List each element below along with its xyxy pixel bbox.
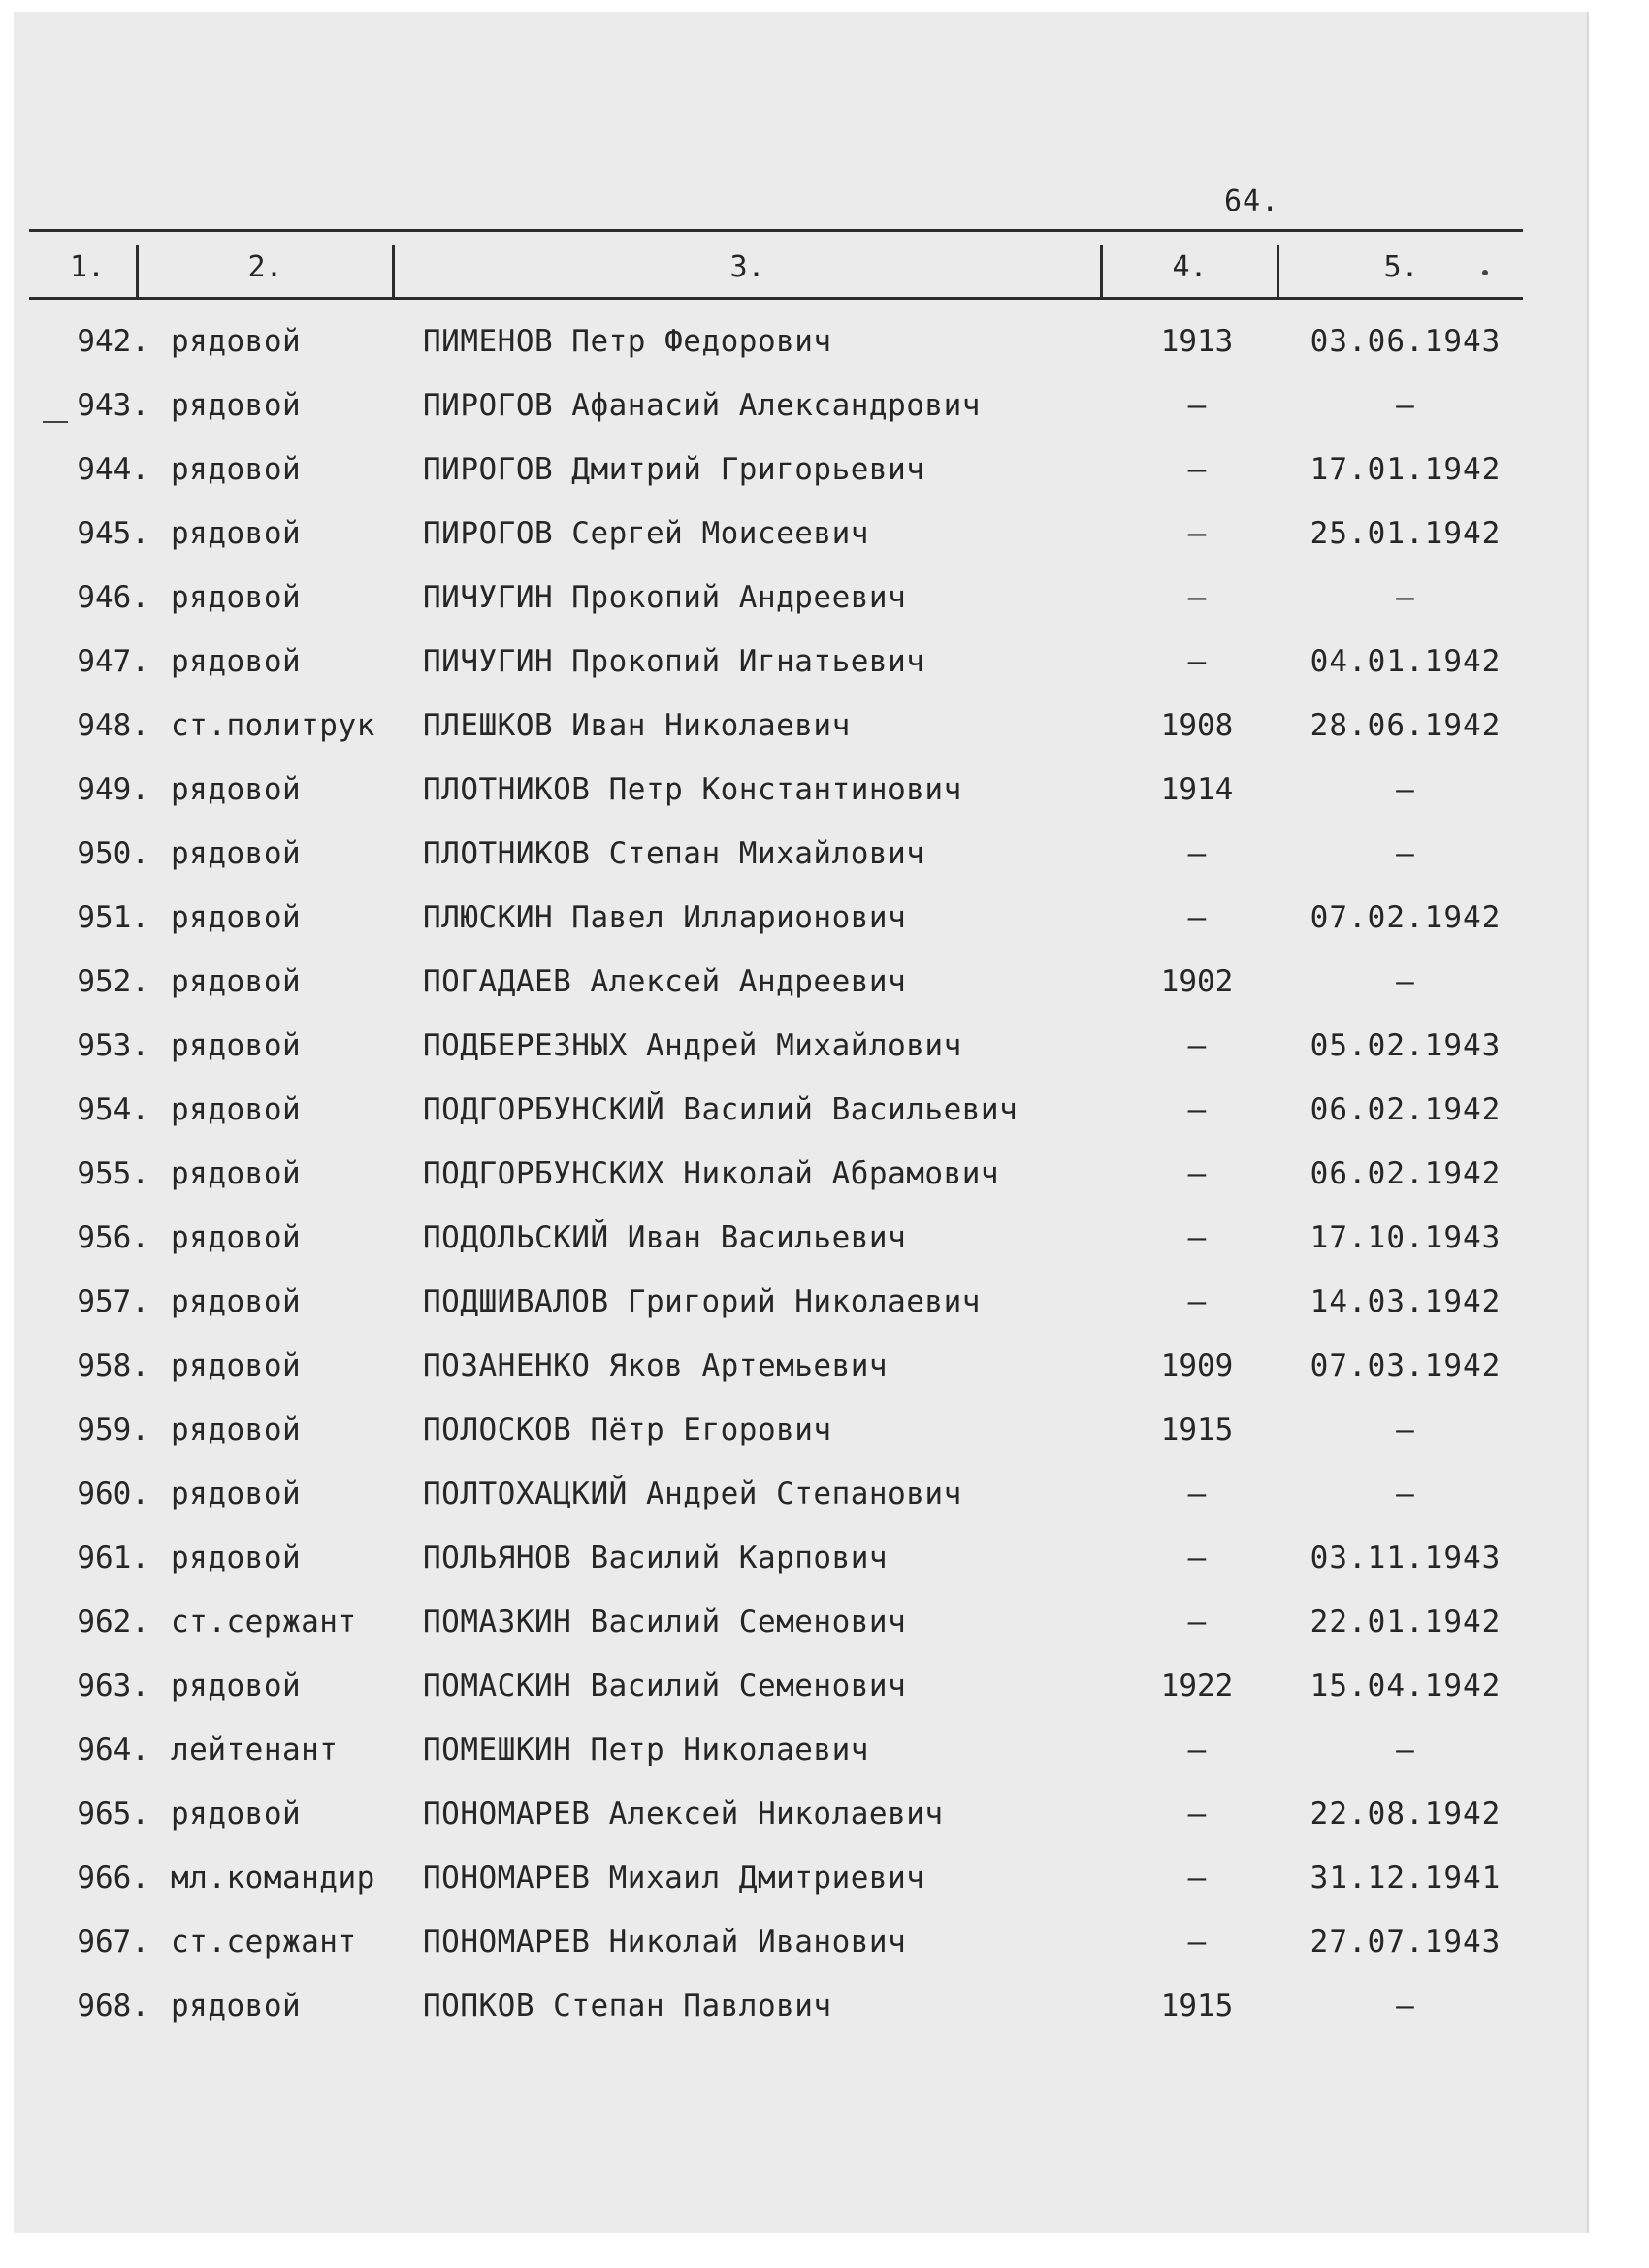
table-row [0, 1783, 1649, 1847]
birth-year-cell: – [1187, 1284, 1207, 1319]
date-cell: 14.03.1942 [1310, 1284, 1502, 1319]
name-cell: ПОНОМАРЕВ Михаил Дмитриевич [423, 1861, 925, 1895]
name-cell: ПОПКОВ Степан Павлович [423, 1989, 832, 2024]
row-number: 951. [77, 900, 149, 935]
rank-cell: рядовой [171, 1284, 302, 1319]
name-cell: ПОНОМАРЕВ Алексей Николаевич [423, 1797, 944, 1831]
row-number: 968. [77, 1989, 149, 2024]
table-row [0, 951, 1649, 1015]
birth-year-cell: 1914 [1160, 772, 1234, 807]
date-cell: – [1396, 1412, 1415, 1447]
row-number: 948. [77, 708, 149, 743]
birth-year-cell: – [1187, 1092, 1207, 1127]
rank-cell: рядовой [171, 772, 302, 807]
birth-year-cell: – [1187, 1220, 1207, 1255]
table-row [0, 1399, 1649, 1463]
rank-cell: рядовой [171, 1028, 302, 1063]
name-cell: ПИРОГОВ Афанасий Александрович [423, 388, 981, 423]
column-header-4: 4. [1172, 250, 1208, 284]
row-number: 956. [77, 1220, 149, 1255]
row-number: 954. [77, 1092, 149, 1127]
table-row [0, 1911, 1649, 1975]
table-top-rule [29, 229, 1523, 232]
row-number: 943. [77, 388, 149, 423]
birth-year-cell: 1915 [1160, 1989, 1234, 2024]
table-row [0, 1527, 1649, 1591]
row-number: 949. [77, 772, 149, 807]
rank-cell: рядовой [171, 900, 302, 935]
table-row [0, 1271, 1649, 1335]
rank-cell: лейтенант [171, 1733, 339, 1767]
name-cell: ПЛЮСКИН Павел Илларионович [423, 900, 907, 935]
table-row [0, 438, 1649, 502]
rank-cell: рядовой [171, 324, 302, 359]
rank-cell: рядовой [171, 388, 302, 423]
date-cell: 05.02.1943 [1310, 1028, 1502, 1063]
row-number: 947. [77, 644, 149, 679]
name-cell: ПЛЕШКОВ Иван Николаевич [423, 708, 851, 743]
rank-cell: рядовой [171, 1220, 302, 1255]
name-cell: ПОМЕШКИН Петр Николаевич [423, 1733, 869, 1767]
date-cell: – [1396, 580, 1415, 615]
date-cell: – [1396, 1733, 1415, 1767]
rank-cell: рядовой [171, 580, 302, 615]
date-cell: 07.02.1942 [1310, 900, 1502, 935]
rank-cell: рядовой [171, 644, 302, 679]
name-cell: ПИЧУГИН Прокопий Андреевич [423, 580, 907, 615]
date-cell: 03.11.1943 [1310, 1540, 1502, 1575]
table-row [0, 310, 1649, 374]
table-row [0, 502, 1649, 567]
birth-year-cell: – [1187, 1733, 1207, 1767]
birth-year-cell: – [1187, 1156, 1207, 1191]
rank-cell: ст.сержант [171, 1925, 357, 1960]
name-cell: ПЛОТНИКОВ Степан Михайлович [423, 836, 925, 871]
rank-cell: рядовой [171, 452, 302, 487]
name-cell: ПОМАЗКИН Василий Семенович [423, 1604, 907, 1639]
row-number: 958. [77, 1348, 149, 1383]
date-cell: 15.04.1942 [1310, 1669, 1502, 1703]
row-number: 964. [77, 1733, 149, 1767]
table-row [0, 823, 1649, 887]
table-row [0, 759, 1649, 823]
table-row [0, 1847, 1649, 1911]
table-row [0, 374, 1649, 438]
date-cell: 17.10.1943 [1310, 1220, 1502, 1255]
name-cell: ПИМЕНОВ Петр Федорович [423, 324, 832, 359]
date-cell: 06.02.1942 [1310, 1156, 1502, 1191]
birth-year-cell: – [1187, 900, 1207, 935]
date-cell: – [1396, 1989, 1415, 2024]
stray-mark [1482, 270, 1488, 275]
table-row [0, 1015, 1649, 1079]
row-number: 961. [77, 1540, 149, 1575]
date-cell: 03.06.1943 [1310, 324, 1502, 359]
date-cell: 28.06.1942 [1310, 708, 1502, 743]
column-header-3: 3. [729, 250, 765, 284]
table-row [0, 695, 1649, 759]
birth-year-cell: – [1187, 1861, 1207, 1895]
rank-cell: рядовой [171, 1989, 302, 2024]
row-number: 944. [77, 452, 149, 487]
date-cell: – [1396, 836, 1415, 871]
birth-year-cell: 1908 [1160, 708, 1234, 743]
date-cell: 17.01.1942 [1310, 452, 1502, 487]
name-cell: ПОДОЛЬСКИЙ Иван Васильевич [423, 1220, 907, 1255]
birth-year-cell: 1915 [1160, 1412, 1234, 1447]
name-cell: ПОНОМАРЕВ Николай Иванович [423, 1925, 907, 1960]
date-cell: 22.08.1942 [1310, 1797, 1502, 1831]
rank-cell: рядовой [171, 1669, 302, 1703]
row-number: 957. [77, 1284, 149, 1319]
birth-year-cell: 1922 [1160, 1669, 1234, 1703]
table-row [0, 1591, 1649, 1655]
name-cell: ПЛОТНИКОВ Петр Константинович [423, 772, 962, 807]
table-row [0, 1975, 1649, 2039]
row-number: 950. [77, 836, 149, 871]
table-row [0, 1719, 1649, 1783]
name-cell: ПОДШИВАЛОВ Григорий Николаевич [423, 1284, 981, 1319]
page-number: 64. [1224, 184, 1280, 218]
name-cell: ПОГАДАЕВ Алексей Андреевич [423, 964, 907, 999]
date-cell: – [1396, 1476, 1415, 1511]
rank-cell: рядовой [171, 964, 302, 999]
rank-cell: рядовой [171, 1348, 302, 1383]
name-cell: ПОЛЬЯНОВ Василий Карпович [423, 1540, 889, 1575]
birth-year-cell: – [1187, 1604, 1207, 1639]
birth-year-cell: – [1187, 644, 1207, 679]
table-header-rule [29, 297, 1523, 300]
table-row [0, 631, 1649, 695]
date-cell: – [1396, 772, 1415, 807]
name-cell: ПОЛТОХАЦКИЙ Андрей Степанович [423, 1476, 962, 1511]
birth-year-cell: – [1187, 1797, 1207, 1831]
name-cell: ПОЛОСКОВ Пётр Егорович [423, 1412, 832, 1447]
birth-year-cell: 1902 [1160, 964, 1234, 999]
row-number: 963. [77, 1669, 149, 1703]
rank-cell: ст.сержант [171, 1604, 357, 1639]
row-number: 953. [77, 1028, 149, 1063]
date-cell: – [1396, 964, 1415, 999]
birth-year-cell: 1913 [1160, 324, 1234, 359]
row-number: 960. [77, 1476, 149, 1511]
name-cell: ПИРОГОВ Сергей Моисеевич [423, 516, 869, 551]
table-row [0, 567, 1649, 631]
rank-cell: рядовой [171, 516, 302, 551]
table-row [0, 1463, 1649, 1527]
table-row [0, 887, 1649, 951]
rank-cell: ст.политрук [171, 708, 375, 743]
name-cell: ПОДБЕРЕЗНЫХ Андрей Михайлович [423, 1028, 962, 1063]
date-cell: 22.01.1942 [1310, 1604, 1502, 1639]
birth-year-cell: – [1187, 1028, 1207, 1063]
name-cell: ПОМАСКИН Василий Семенович [423, 1669, 907, 1703]
rank-cell: рядовой [171, 1092, 302, 1127]
rank-cell: рядовой [171, 1476, 302, 1511]
birth-year-cell: – [1187, 1925, 1207, 1960]
rank-cell: рядовой [171, 1412, 302, 1447]
birth-year-cell: – [1187, 836, 1207, 871]
row-number: 945. [77, 516, 149, 551]
name-cell: ПИРОГОВ Дмитрий Григорьевич [423, 452, 925, 487]
date-cell: 04.01.1942 [1310, 644, 1502, 679]
date-cell: 07.03.1942 [1310, 1348, 1502, 1383]
row-number: 962. [77, 1604, 149, 1639]
table-body [0, 310, 1649, 2039]
birth-year-cell: – [1187, 452, 1207, 487]
birth-year-cell: 1909 [1160, 1348, 1234, 1383]
date-cell: 27.07.1943 [1310, 1925, 1502, 1960]
name-cell: ПОДГОРБУНСКИЙ Василий Васильевич [423, 1092, 1018, 1127]
birth-year-cell: – [1187, 516, 1207, 551]
row-number: 952. [77, 964, 149, 999]
date-cell: – [1396, 388, 1415, 423]
table-row [0, 1143, 1649, 1207]
birth-year-cell: – [1187, 580, 1207, 615]
row-number: 967. [77, 1925, 149, 1960]
column-header-1: 1. [69, 250, 106, 284]
birth-year-cell: – [1187, 388, 1207, 423]
rank-cell: рядовой [171, 836, 302, 871]
rank-cell: мл.командир [171, 1861, 375, 1895]
name-cell: ПОЗАНЕНКО Яков Артемьевич [423, 1348, 889, 1383]
date-cell: 06.02.1942 [1310, 1092, 1502, 1127]
birth-year-cell: – [1187, 1476, 1207, 1511]
date-cell: 31.12.1941 [1310, 1861, 1502, 1895]
row-number: 959. [77, 1412, 149, 1447]
column-header-5: 5. [1383, 250, 1419, 284]
name-cell: ПОДГОРБУНСКИХ Николай Абрамович [423, 1156, 1000, 1191]
row-number: 966. [77, 1861, 149, 1895]
row-number: 965. [77, 1797, 149, 1831]
row-number: 942. [77, 324, 149, 359]
rank-cell: рядовой [171, 1156, 302, 1191]
name-cell: ПИЧУГИН Прокопий Игнатьевич [423, 644, 925, 679]
birth-year-cell: – [1187, 1540, 1207, 1575]
table-row [0, 1655, 1649, 1719]
column-header-2: 2. [247, 250, 283, 284]
table-row [0, 1079, 1649, 1143]
rank-cell: рядовой [171, 1797, 302, 1831]
row-number: 955. [77, 1156, 149, 1191]
table-row [0, 1207, 1649, 1271]
rank-cell: рядовой [171, 1540, 302, 1575]
table-row [0, 1335, 1649, 1399]
row-number: 946. [77, 580, 149, 615]
date-cell: 25.01.1942 [1310, 516, 1502, 551]
